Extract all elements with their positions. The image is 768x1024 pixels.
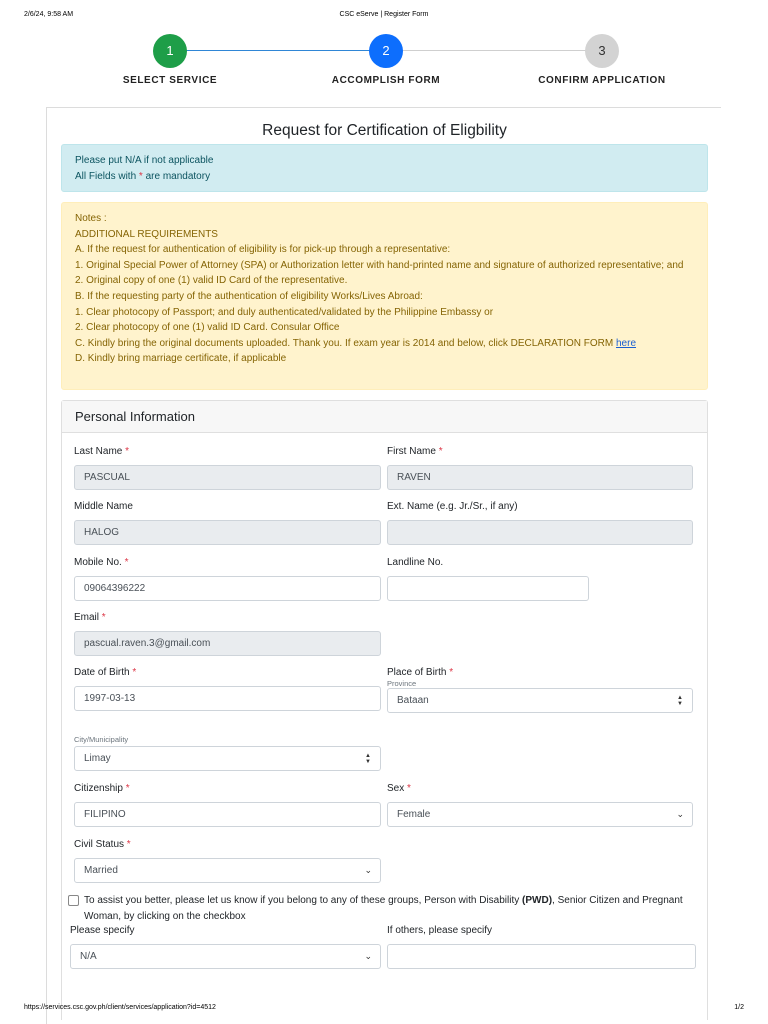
label-text: Date of Birth <box>74 667 130 678</box>
declaration-form-link[interactable]: here <box>616 337 637 349</box>
pob-label <box>387 667 453 678</box>
label-text: Place of Birth <box>387 667 447 678</box>
citizenship-field[interactable]: FILIPINO <box>74 802 381 827</box>
email-field[interactable]: pascual.raven.3@gmail.com <box>74 631 381 656</box>
sex-select[interactable] <box>387 802 693 827</box>
last-name-field[interactable]: PASCUAL <box>74 465 381 490</box>
select-value: Female <box>397 809 431 820</box>
required-asterisk: * <box>126 839 131 850</box>
print-url: https://services.csc.gov.ph/client/services/application?id=4512 <box>24 1004 216 1011</box>
notes-text: C. Kindly bring the original documents uploaded. Thank you. If exam year is 2014 and below, click DECLARATION FORM <box>75 337 616 349</box>
city-sublabel: City/Municipality <box>74 735 129 744</box>
select-value: Limay <box>84 753 111 764</box>
required-asterisk: * <box>124 557 129 568</box>
step-label: ACCOMPLISH FORM <box>331 75 441 86</box>
form-card <box>46 107 721 1024</box>
step-number-badge: 1 <box>153 34 187 68</box>
landline-field[interactable] <box>387 576 589 601</box>
required-asterisk: * <box>125 446 130 457</box>
citizenship-label <box>74 783 130 794</box>
chevron-down-icon: ⌄ <box>364 951 372 961</box>
others-specify-label: If others, please specify <box>387 925 493 936</box>
notes-line: D. Kindly bring marriage certificate, if applicable <box>75 353 287 365</box>
info-alert <box>61 144 708 192</box>
label-text: First Name <box>387 446 436 457</box>
label-text: Civil Status <box>74 839 125 850</box>
info-text: are mandatory <box>142 171 211 182</box>
step-number-badge: 3 <box>585 34 619 68</box>
info-text: All Fields with <box>75 171 139 182</box>
label-text: Email <box>74 612 100 623</box>
info-line-na: Please put N/A if not applicable <box>75 155 214 166</box>
please-specify-select[interactable] <box>70 944 381 969</box>
email-label <box>74 612 106 623</box>
middle-name-field[interactable]: HALOG <box>74 520 381 545</box>
print-page-title: CSC eServe | Register Form <box>339 11 429 18</box>
notes-line: 2. Clear photocopy of one (1) valid ID Card. Consular Office <box>75 322 340 334</box>
middle-name-label: Middle Name <box>74 501 133 512</box>
up-down-caret-icon: ▲ ▼ <box>677 694 683 707</box>
mobile-field[interactable]: 09064396222 <box>74 576 381 601</box>
checkbox-text-bold: (PWD) <box>522 895 553 906</box>
select-value: Bataan <box>397 695 429 706</box>
required-asterisk: * <box>101 612 106 623</box>
chevron-down-icon: ⌄ <box>364 865 372 875</box>
notes-line: B. If the requesting party of the authentication of eligibility Works/Lives Abroad: <box>75 290 423 302</box>
special-groups-text <box>84 893 714 924</box>
notes-line: 1. Clear photocopy of Passport; and duly authenticated/validated by the Philippine Embassy or <box>75 306 494 318</box>
last-name-label <box>74 446 129 457</box>
notes-heading: Notes : <box>75 213 107 224</box>
notes-line: A. If the request for authentication of eligibility is for pick-up through a representative: <box>75 244 451 256</box>
required-asterisk: * <box>438 446 443 457</box>
select-value: Married <box>84 865 118 876</box>
step-number-badge: 2 <box>369 34 403 68</box>
landline-label: Landline No. <box>387 557 444 568</box>
province-sublabel: Province <box>387 679 417 688</box>
dob-field[interactable]: 1997-03-13 <box>74 686 381 711</box>
progress-stepper <box>0 34 768 94</box>
notes-line <box>75 336 694 352</box>
checkbox-text: , Senior Citizen and Pregnant Woman, by clicking on the checkbox <box>84 895 683 922</box>
notes-line: ADDITIONAL REQUIREMENTS <box>75 228 218 240</box>
civil-status-select[interactable] <box>74 858 381 883</box>
up-down-caret-icon: ▲ ▼ <box>365 752 371 765</box>
ext-name-label: Ext. Name (e.g. Jr./Sr., if any) <box>387 501 518 512</box>
select-value: N/A <box>80 951 97 962</box>
label-text: Mobile No. <box>74 557 122 568</box>
checkbox-text: To assist you better, please let us know if you belong to any of these groups, Person with Disability <box>84 895 523 906</box>
notes-line: 2. Original copy of one (1) valid ID Card of the representative. <box>75 275 348 287</box>
label-text: Sex <box>387 783 405 794</box>
step-confirm-application[interactable] <box>502 34 702 86</box>
step-select-service[interactable] <box>70 34 270 86</box>
label-text: Citizenship <box>74 783 123 794</box>
section-heading: Personal Information <box>62 401 707 433</box>
notes-alert <box>61 202 708 390</box>
province-select[interactable] <box>387 688 693 713</box>
dob-label <box>74 667 136 678</box>
print-datetime: 2/6/24, 9:58 AM <box>24 11 74 18</box>
label-text: Last Name <box>74 446 123 457</box>
chevron-down-icon: ⌄ <box>676 809 684 819</box>
first-name-field[interactable]: RAVEN <box>387 465 693 490</box>
required-asterisk: * <box>132 667 137 678</box>
ext-name-field[interactable] <box>387 520 693 545</box>
sex-label <box>387 783 411 794</box>
special-groups-checkbox[interactable] <box>68 895 79 906</box>
print-page-number: 1/2 <box>734 1004 744 1011</box>
required-asterisk: * <box>449 667 454 678</box>
step-accomplish-form[interactable] <box>286 34 486 86</box>
others-specify-field[interactable] <box>387 944 696 969</box>
first-name-label <box>387 446 443 457</box>
city-select[interactable] <box>74 746 381 771</box>
step-label: CONFIRM APPLICATION <box>538 75 666 86</box>
civil-status-label <box>74 839 131 850</box>
required-asterisk: * <box>125 783 130 794</box>
please-specify-label: Please specify <box>70 925 135 936</box>
required-asterisk: * <box>138 171 143 182</box>
step-label: SELECT SERVICE <box>122 75 218 86</box>
info-line-mandatory <box>75 169 694 185</box>
notes-line: 1. Original Special Power of Attorney (SPA) or Authorization letter with hand-printed name and signature of authorized representative; and <box>75 259 684 271</box>
form-title: Request for Certification of Eligbility <box>262 122 507 139</box>
mobile-label <box>74 557 129 568</box>
required-asterisk: * <box>407 783 411 794</box>
